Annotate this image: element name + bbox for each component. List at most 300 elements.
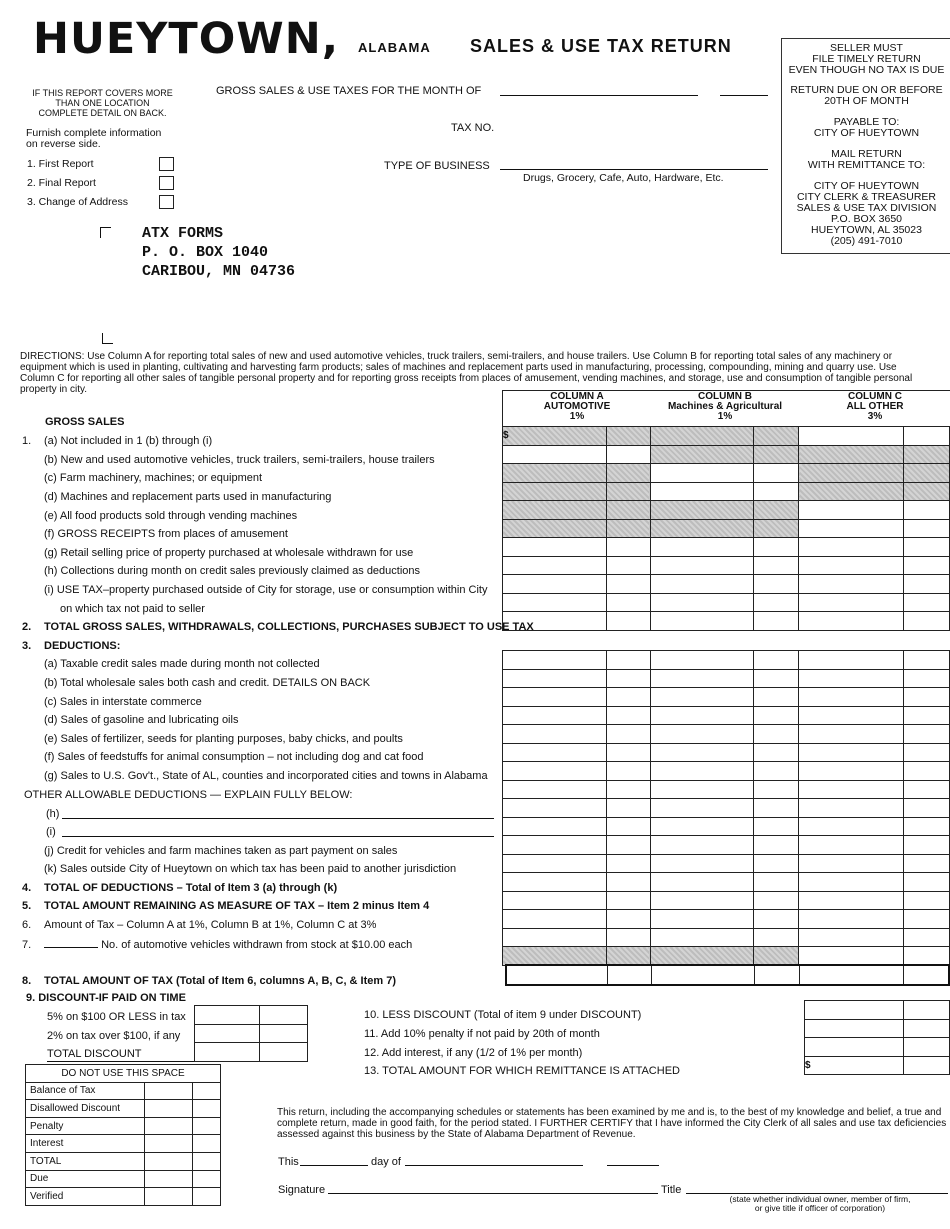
line-1h: (h) Collections during month on credit sales previously claimed as deductions [44, 565, 421, 577]
grid-cell[interactable] [799, 519, 904, 538]
grid-cell[interactable] [904, 706, 950, 725]
line-3c: (c) Sales in interstate commerce [44, 696, 202, 708]
grid-cell[interactable] [606, 445, 650, 464]
grid-cell[interactable] [799, 688, 904, 707]
grid-cell[interactable] [650, 891, 754, 910]
seller-line: P.O. BOX 3650 [830, 213, 903, 225]
grid-cell[interactable] [754, 538, 799, 557]
grid-cell[interactable] [503, 873, 607, 892]
line-text: No. of automotive vehicles withdrawn from stock at $10.00 each [101, 939, 413, 951]
discount-grid [194, 1005, 308, 1062]
grid-cell[interactable] [805, 1038, 904, 1057]
grid-cell[interactable] [650, 928, 754, 947]
line-3b: (b) Total wholesale sales both cash and credit. DETAILS ON BACK [44, 677, 371, 689]
line-3f: (f) Sales of feedstuffs for animal consumption – not including dog and cat food [44, 751, 424, 763]
grid-cell[interactable] [799, 427, 904, 446]
grid-cell[interactable] [799, 669, 904, 688]
grid-cell[interactable] [754, 669, 799, 688]
grid-cell[interactable] [503, 651, 607, 670]
grid-cell[interactable] [754, 706, 799, 725]
grid-cell[interactable] [754, 445, 799, 464]
grid-row [503, 593, 950, 612]
grid-cell[interactable] [606, 780, 650, 799]
grid-cell[interactable] [754, 688, 799, 707]
grid-cell[interactable] [195, 1024, 260, 1043]
gross-sales-grid [502, 426, 950, 631]
grid-cell[interactable] [503, 538, 607, 557]
business-type-label: TYPE OF BUSINESS [384, 160, 490, 172]
grid-cell[interactable] [799, 910, 904, 929]
grid-cell[interactable] [799, 501, 904, 520]
grid-cell[interactable] [650, 575, 754, 594]
grid-cell[interactable] [606, 706, 650, 725]
grid-cell[interactable] [799, 706, 904, 725]
grid-cell[interactable] [606, 612, 650, 631]
grid-cell[interactable] [145, 1082, 193, 1100]
grid-cell[interactable] [260, 1043, 308, 1062]
grid-cell[interactable] [799, 928, 904, 947]
grid-cell[interactable] [904, 836, 950, 855]
grid-cell[interactable] [503, 910, 607, 929]
grid-cell[interactable] [650, 501, 754, 520]
grid-cell[interactable] [754, 593, 799, 612]
deduction-h-field[interactable] [62, 806, 494, 819]
grid-cell[interactable] [754, 575, 799, 594]
line-2 [22, 621, 534, 633]
grid-cell[interactable] [145, 1188, 193, 1206]
grid-cell[interactable] [650, 836, 754, 855]
grid-cell[interactable] [754, 725, 799, 744]
seller-line: PAYABLE TO: [833, 116, 900, 128]
grid-cell[interactable] [754, 836, 799, 855]
grid-cell[interactable] [805, 1001, 904, 1020]
title-note [705, 1195, 935, 1213]
grid-cell[interactable] [503, 706, 607, 725]
office-use-row [26, 1152, 221, 1170]
grid-cell[interactable] [904, 556, 950, 575]
grid-cell[interactable] [650, 780, 754, 799]
grid-cell[interactable] [904, 762, 950, 781]
note-line: IF THIS REPORT COVERS MORE [32, 88, 173, 98]
city-title: HUEYTOWN, [33, 14, 340, 64]
grid-cell[interactable] [754, 743, 799, 762]
grid-row [503, 780, 950, 799]
grid-cell[interactable] [503, 427, 607, 446]
office-use-heading: DO NOT USE THIS SPACE [26, 1065, 221, 1083]
tax-no-label: TAX NO. [451, 122, 495, 134]
grid-cell[interactable] [904, 688, 950, 707]
grid-cell[interactable] [503, 612, 607, 631]
grid-cell[interactable] [260, 1006, 308, 1025]
grid-cell[interactable] [503, 762, 607, 781]
grid-cell[interactable] [503, 780, 607, 799]
grid-cell[interactable] [503, 501, 607, 520]
grid-cell[interactable] [606, 688, 650, 707]
grid-cell[interactable] [904, 725, 950, 744]
grid-cell[interactable] [754, 891, 799, 910]
title-field[interactable] [686, 1181, 948, 1194]
note-line: THAN ONE LOCATION [55, 98, 150, 108]
grid-row [195, 1024, 308, 1043]
grid-cell[interactable] [799, 725, 904, 744]
office-use-row [26, 1117, 221, 1135]
grid-cell[interactable] [754, 817, 799, 836]
grid-cell[interactable] [650, 743, 754, 762]
grid-cell[interactable] [754, 501, 799, 520]
report-type-checkboxes [27, 154, 174, 211]
grid-cell[interactable] [650, 538, 754, 557]
grid-row [503, 427, 950, 446]
line-1b: (b) New and used automotive vehicles, truck trailers, semi-trailers, house trailers [44, 454, 435, 466]
grid-cell[interactable] [799, 538, 904, 557]
grid-cell[interactable] [650, 817, 754, 836]
grid-cell[interactable] [904, 910, 950, 929]
grid-cell[interactable] [650, 482, 754, 501]
seller-lines-5 [782, 181, 950, 247]
grid-cell[interactable] [145, 1117, 193, 1135]
grid-cell[interactable] [799, 556, 904, 575]
grid-cell[interactable] [606, 947, 650, 966]
grid-cell[interactable] [904, 501, 950, 520]
grid-cell[interactable] [903, 965, 949, 985]
grid-cell[interactable] [651, 965, 755, 985]
grid-cell[interactable] [193, 1117, 221, 1135]
office-use-row [26, 1082, 221, 1100]
grid-cell[interactable] [606, 519, 650, 538]
grid-cell[interactable] [650, 669, 754, 688]
grid-cell[interactable] [650, 910, 754, 929]
grid-cell[interactable] [145, 1100, 193, 1118]
grid-cell[interactable] [754, 464, 799, 483]
vehicle-count-field[interactable] [44, 937, 98, 948]
grid-cell[interactable] [754, 519, 799, 538]
grid-cell[interactable] [503, 464, 607, 483]
grid-cell[interactable] [503, 593, 607, 612]
grid-cell[interactable] [904, 464, 950, 483]
grid-cell[interactable] [904, 743, 950, 762]
grid-cell[interactable] [904, 1038, 950, 1057]
grid-cell[interactable] [606, 427, 650, 446]
grid-cell[interactable] [904, 854, 950, 873]
grid-cell[interactable] [650, 762, 754, 781]
grid-cell[interactable] [754, 612, 799, 631]
grid-cell[interactable] [799, 817, 904, 836]
line-text: TOTAL OF DEDUCTIONS – Total of Item 3 (a) through (k) [44, 882, 338, 894]
grid-cell[interactable] [650, 593, 754, 612]
grid-cell[interactable] [800, 965, 904, 985]
grid-cell[interactable] [606, 538, 650, 557]
grid-cell[interactable] [904, 873, 950, 892]
grid-cell[interactable] [754, 873, 799, 892]
grid-cell[interactable] [904, 669, 950, 688]
directions-text [20, 351, 950, 395]
grid-cell[interactable] [650, 427, 754, 446]
grid-cell[interactable] [145, 1152, 193, 1170]
grid-cell[interactable] [606, 464, 650, 483]
grid-cell[interactable] [904, 1056, 950, 1075]
grid-cell[interactable] [650, 688, 754, 707]
grid-row [503, 575, 950, 594]
grid-cell[interactable] [754, 651, 799, 670]
grid-cell[interactable] [754, 928, 799, 947]
grid-cell[interactable] [503, 836, 607, 855]
grid-cell[interactable] [799, 891, 904, 910]
grid-cell[interactable] [754, 799, 799, 818]
grid-cell[interactable] [606, 556, 650, 575]
line-num: 7. [22, 939, 32, 951]
grid-cell[interactable] [503, 482, 607, 501]
grid-cell[interactable] [755, 965, 800, 985]
grid-cell[interactable] [503, 575, 607, 594]
grid-cell[interactable] [606, 910, 650, 929]
grid-cell[interactable] [799, 464, 904, 483]
day-field[interactable] [300, 1153, 368, 1166]
line-num: 3. [22, 640, 32, 652]
grid-cell[interactable] [193, 1170, 221, 1188]
month-signed-field[interactable] [405, 1153, 583, 1166]
grid-cell[interactable] [606, 854, 650, 873]
year-field[interactable] [720, 83, 768, 96]
grid-cell[interactable] [606, 743, 650, 762]
first-report-checkbox[interactable] [159, 157, 174, 171]
seller-lines-4 [782, 149, 950, 171]
grid-cell[interactable] [650, 519, 754, 538]
grid-cell[interactable] [503, 854, 607, 873]
line-6 [22, 919, 376, 931]
grid-cell[interactable] [904, 817, 950, 836]
directions-line: DIRECTIONS: Use Column A for reporting total sales of new and used automotive vehicles, truck trailers, semi-trailers, and house trailers. Use Column B for reporting total sales of any machinery or [20, 351, 893, 362]
grid-cell[interactable] [503, 669, 607, 688]
grid-cell[interactable] [650, 464, 754, 483]
column-c-sub: ALL OTHER [846, 401, 904, 412]
month-field[interactable] [500, 83, 698, 96]
grid-cell[interactable] [503, 947, 607, 966]
note-line: or give title if officer of corporation) [754, 1203, 886, 1213]
grid-cell[interactable] [799, 780, 904, 799]
office-use-row [26, 1100, 221, 1118]
line-text: (a) Not included in 1 (b) through (i) [44, 435, 213, 447]
grid-cell[interactable] [650, 651, 754, 670]
grid-cell[interactable] [606, 873, 650, 892]
grid-cell[interactable] [754, 762, 799, 781]
grid-cell[interactable] [799, 836, 904, 855]
grid-cell[interactable] [650, 706, 754, 725]
address-line: P. O. BOX 1040 [142, 244, 269, 261]
seller-line: RETURN DUE ON OR BEFORE [790, 84, 943, 96]
grid-cell[interactable] [193, 1152, 221, 1170]
grid-cell[interactable] [503, 817, 607, 836]
seller-line: CITY OF HUEYTOWN [813, 127, 920, 139]
grid-row [503, 519, 950, 538]
grid-cell[interactable] [195, 1043, 260, 1062]
grid-row [503, 836, 950, 855]
line-1d: (d) Machines and replacement parts used in manufacturing [44, 491, 332, 503]
column-a-name: COLUMN A [550, 391, 604, 402]
grid-cell[interactable] [754, 854, 799, 873]
grid-cell[interactable] [608, 965, 652, 985]
business-type-field[interactable] [500, 157, 768, 170]
grid-cell[interactable] [904, 427, 950, 446]
address-line: CARIBOU, MN 04736 [142, 263, 296, 280]
other-deductions-heading: OTHER ALLOWABLE DEDUCTIONS — EXPLAIN FULLY BELOW: [24, 789, 353, 801]
item-10: 10. LESS DISCOUNT (Total of item 9 under DISCOUNT) [364, 1009, 642, 1021]
line-num: 5. [22, 900, 32, 912]
business-hint: Drugs, Grocery, Cafe, Auto, Hardware, Etc. [523, 172, 724, 184]
grid-row [503, 612, 950, 631]
discount-5pct-label: 5% on $100 OR LESS in tax [47, 1011, 186, 1023]
mailing-address [142, 224, 295, 281]
grid-row [805, 1019, 950, 1038]
grid-cell[interactable] [503, 556, 607, 575]
grid-cell[interactable] [503, 519, 607, 538]
grid-cell[interactable] [193, 1135, 221, 1153]
grid-cell[interactable] [904, 482, 950, 501]
grid-cell[interactable] [650, 947, 754, 966]
grid-cell[interactable] [799, 762, 904, 781]
grid-cell[interactable] [193, 1100, 221, 1118]
year-signed-field[interactable] [607, 1153, 659, 1166]
line-3j: (j) Credit for vehicles and farm machines taken as part payment on sales [44, 845, 398, 857]
line-5 [22, 900, 429, 912]
grid-cell[interactable] [606, 482, 650, 501]
grid-cell[interactable] [799, 947, 904, 966]
grid-cell[interactable] [799, 873, 904, 892]
total-tax-grid [505, 964, 950, 986]
address-corner-mark [100, 227, 111, 238]
column-b-sub: Machines & Agricultural [667, 401, 783, 412]
grid-cell[interactable] [805, 1019, 904, 1038]
grid-cell[interactable] [260, 1024, 308, 1043]
grid-cell[interactable] [904, 593, 950, 612]
grid-cell[interactable] [606, 799, 650, 818]
column-c-name: COLUMN C [848, 391, 902, 402]
grid-cell[interactable] [195, 1006, 260, 1025]
signature-field[interactable] [328, 1181, 658, 1194]
grid-cell[interactable] [503, 445, 607, 464]
grid-cell[interactable] [503, 725, 607, 744]
grid-cell[interactable] [606, 891, 650, 910]
note-line: Furnish complete information [26, 127, 162, 139]
line-num: 1. [22, 435, 32, 447]
grid-cell[interactable] [606, 575, 650, 594]
seller-instructions-box [781, 38, 950, 254]
grid-cell[interactable] [799, 651, 904, 670]
grid-cell[interactable] [754, 780, 799, 799]
grid-cell[interactable] [754, 556, 799, 575]
grid-cell[interactable] [606, 928, 650, 947]
grid-cell[interactable] [904, 928, 950, 947]
grid-cell[interactable] [799, 799, 904, 818]
change-address-checkbox[interactable] [159, 195, 174, 209]
line-1e: (e) All food products sold through vending machines [44, 510, 298, 522]
grid-cell[interactable] [799, 575, 904, 594]
grid-cell[interactable] [606, 836, 650, 855]
discount-2pct-label: 2% on tax over $100, if any [47, 1030, 181, 1042]
grid-cell[interactable] [799, 445, 904, 464]
grid-cell[interactable] [606, 651, 650, 670]
line-text: TOTAL GROSS SALES, WITHDRAWALS, COLLECTIONS, PURCHASES SUBJECT TO USE TAX [44, 621, 534, 633]
grid-cell[interactable] [650, 556, 754, 575]
grid-cell[interactable] [805, 1056, 904, 1075]
grid-cell[interactable] [904, 519, 950, 538]
grid-row [503, 706, 950, 725]
grid-row [503, 854, 950, 873]
grid-cell[interactable] [904, 1001, 950, 1020]
grid-cell[interactable] [904, 780, 950, 799]
grid-cell[interactable] [650, 612, 754, 631]
grid-cell[interactable] [799, 482, 904, 501]
grid-cell[interactable] [503, 928, 607, 947]
grid-cell[interactable] [904, 575, 950, 594]
grid-cell[interactable] [754, 482, 799, 501]
grid-cell[interactable] [650, 854, 754, 873]
grid-cell[interactable] [799, 593, 904, 612]
grid-cell[interactable] [503, 799, 607, 818]
grid-cell[interactable] [193, 1082, 221, 1100]
line-3a: (a) Taxable credit sales made during month not collected [44, 658, 320, 670]
office-use-label: Due [26, 1170, 145, 1188]
grid-cell[interactable] [904, 651, 950, 670]
grid-cell[interactable] [754, 910, 799, 929]
grid-cell[interactable] [799, 743, 904, 762]
grid-cell[interactable] [754, 947, 799, 966]
grid-cell[interactable] [606, 725, 650, 744]
grid-cell[interactable] [606, 501, 650, 520]
grid-cell[interactable] [799, 854, 904, 873]
grid-cell[interactable] [145, 1170, 193, 1188]
deduction-i-field[interactable] [62, 824, 494, 837]
change-address-label: 3. Change of Address [27, 195, 128, 208]
grid-cell[interactable] [799, 612, 904, 631]
grid-cell[interactable] [506, 965, 608, 985]
grid-cell[interactable] [503, 743, 607, 762]
grid-cell[interactable] [754, 427, 799, 446]
grid-cell[interactable] [904, 612, 950, 631]
final-report-checkbox[interactable] [159, 176, 174, 190]
grid-cell[interactable] [904, 1019, 950, 1038]
grid-cell[interactable] [606, 817, 650, 836]
grid-cell[interactable] [503, 688, 607, 707]
grid-cell[interactable] [606, 669, 650, 688]
grid-cell[interactable] [650, 799, 754, 818]
grid-cell[interactable] [606, 762, 650, 781]
grid-cell[interactable] [193, 1188, 221, 1206]
office-use-heading-row [26, 1065, 221, 1083]
grid-row [503, 538, 950, 557]
grid-cell[interactable] [650, 873, 754, 892]
grid-cell[interactable] [145, 1135, 193, 1153]
grid-cell[interactable] [650, 725, 754, 744]
grid-cell[interactable] [606, 593, 650, 612]
grid-cell[interactable] [503, 891, 607, 910]
grid-row [503, 501, 950, 520]
grid-row [503, 762, 950, 781]
seller-line: HUEYTOWN, AL 35023 [811, 224, 922, 236]
grid-cell[interactable] [904, 538, 950, 557]
grid-row [506, 965, 949, 985]
grid-cell[interactable] [904, 947, 950, 966]
note-line: on reverse side. [26, 138, 101, 150]
grid-cell[interactable] [904, 445, 950, 464]
checkbox-row [27, 154, 174, 173]
grid-cell[interactable] [904, 891, 950, 910]
seller-line: 20TH OF MONTH [824, 95, 909, 107]
dollar-sign: $ [805, 1059, 811, 1071]
grid-cell[interactable] [904, 799, 950, 818]
title-label: Title [661, 1184, 682, 1196]
grid-cell[interactable] [650, 445, 754, 464]
gross-sales-month-label: GROSS SALES & USE TAXES FOR THE MONTH OF [216, 85, 482, 97]
